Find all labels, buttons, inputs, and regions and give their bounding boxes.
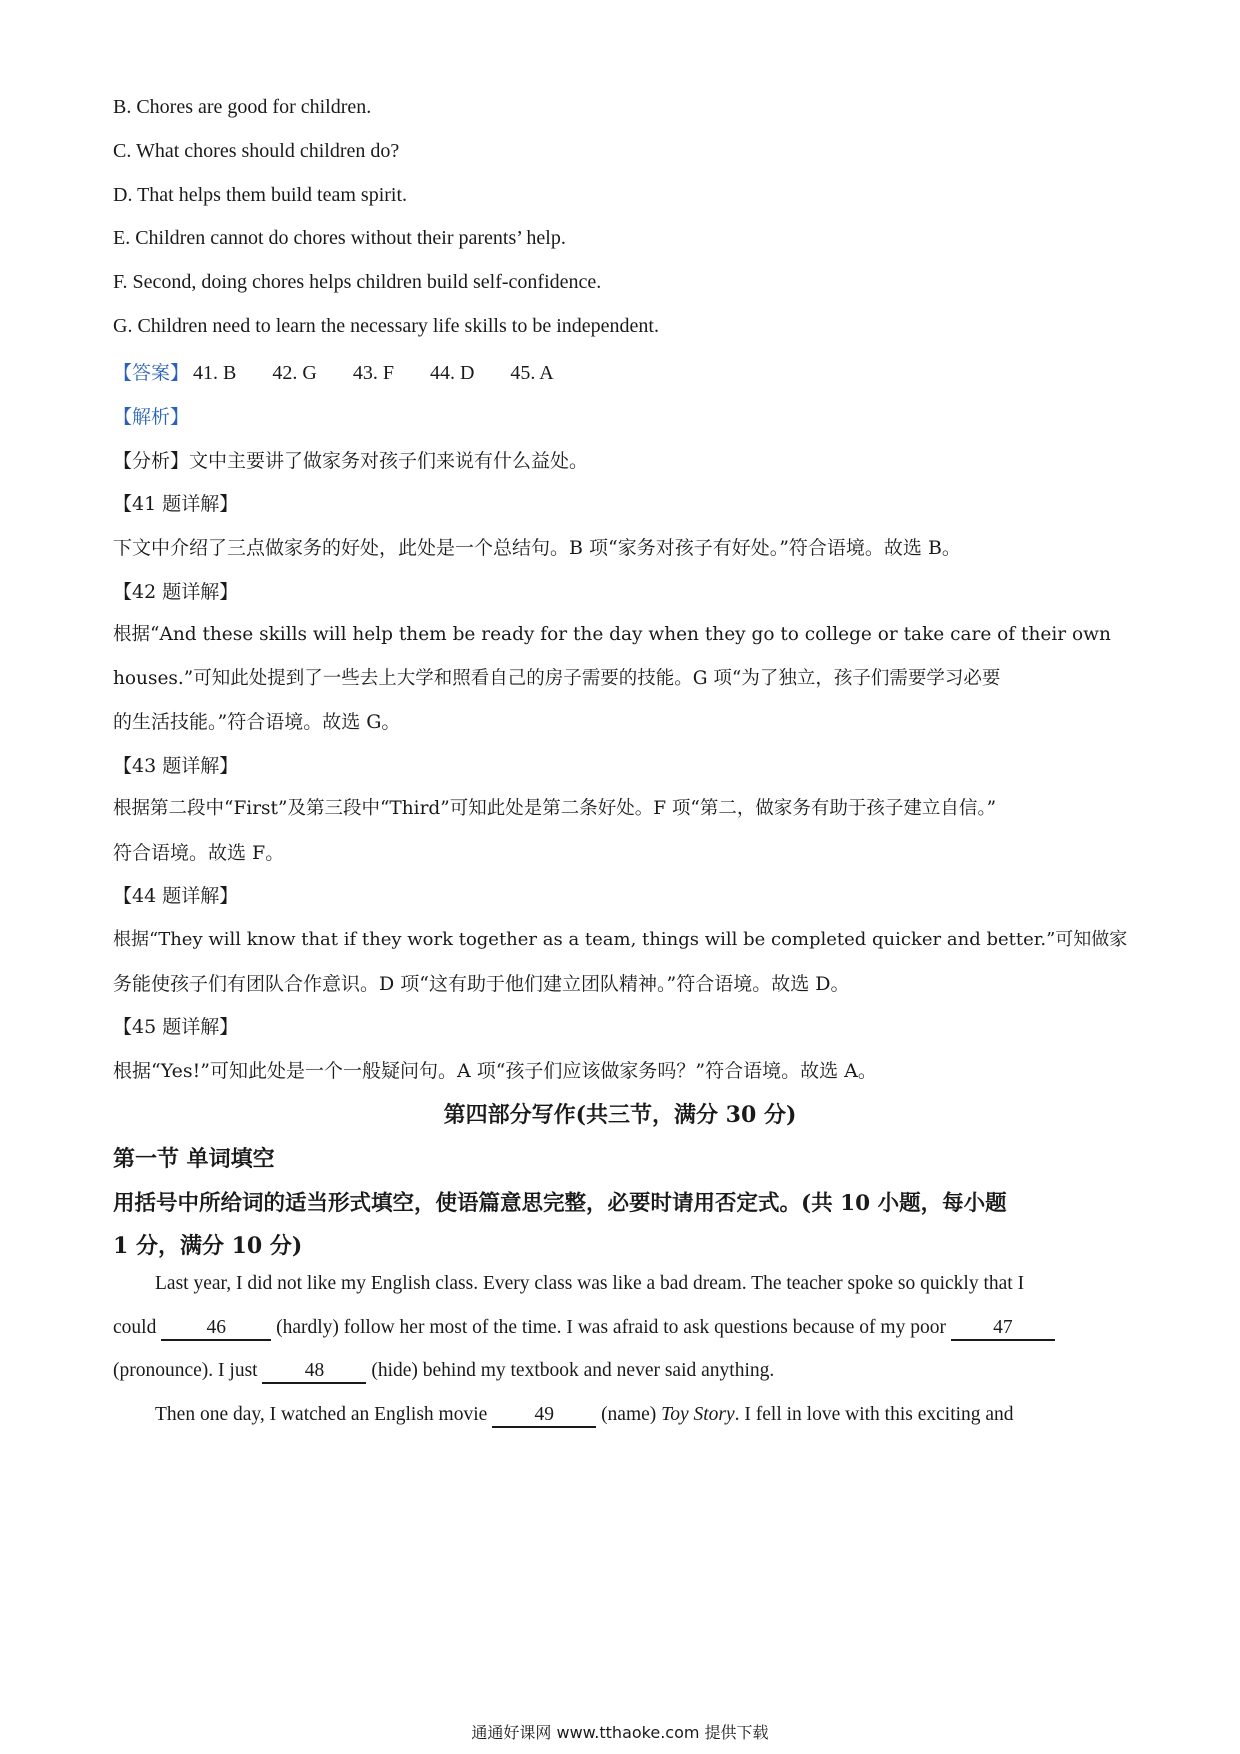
movie-title: Toy Story <box>661 1404 735 1425</box>
q42-line3: 的生活技能。”符合语境。故选 G。 <box>113 711 401 733</box>
q44-line1: 根据“They will know that if they work together as a team, things will be completed quicker and better.”可知做家 <box>113 929 1128 950</box>
passage-text: (hide) behind my textbook and never said anything. <box>371 1360 775 1381</box>
passage-text: (hardly) follow her most of the time. I was afraid to ask questions because of my poor <box>276 1317 946 1338</box>
q42-line1: 根据“And these skills will help them be ready for the day when they go to college or take care of their own <box>113 624 1111 645</box>
q43-heading: 【43 题详解】 <box>113 755 239 777</box>
q44-heading: 【44 题详解】 <box>113 885 239 907</box>
passage-line4 <box>155 1404 1014 1428</box>
answer-41: 41. B <box>193 362 237 384</box>
q42-line2: houses.”可知此处提到了一些去上大学和照看自己的房子需要的技能。G 项“为了独立，孩子们需要学习必要 <box>113 668 1001 689</box>
blank-47: 47 <box>951 1317 1055 1341</box>
option-g: G. Children need to learn the necessary life skills to be independent. <box>113 315 659 337</box>
q42-heading: 【42 题详解】 <box>113 581 239 603</box>
instruction-line1: 用括号中所给词的适当形式填空，使语篇意思完整，必要时请用否定式。(共 10 小题，每小题 <box>113 1191 1007 1216</box>
passage-text: could <box>113 1317 157 1338</box>
passage-text: (pronounce). I just <box>113 1360 258 1381</box>
blank-49: 49 <box>492 1404 596 1428</box>
q44-line2: 务能使孩子们有团队合作意识。D 项“这有助于他们建立团队精神。”符合语境。故选 D。 <box>113 973 850 995</box>
answer-42: 42. G <box>272 362 317 384</box>
answer-line <box>113 358 554 385</box>
answer-43: 43. F <box>352 362 394 384</box>
answer-45: 45. A <box>510 362 554 384</box>
answer-44: 44. D <box>429 362 475 384</box>
passage-line2 <box>113 1317 1055 1341</box>
footer-text: 通通好课网 www.tthaoke.com 提供下载 <box>471 1723 769 1742</box>
section-title: 第一节 单词填空 <box>113 1146 275 1172</box>
analysis-label: 【解析】 <box>113 406 190 428</box>
passage-text: Then one day, I watched an English movie <box>155 1404 488 1425</box>
q45-text: 根据“Yes!”可知此处是一个一般疑问句。A 项“孩子们应该做家务吗？”符合语境。故选 A。 <box>113 1060 877 1082</box>
q43-line1: 根据第二段中“First”及第三段中“Third”可知此处是第二条好处。F 项“第二，做家务有助于孩子建立自信。” <box>113 798 997 819</box>
option-f: F. Second, doing chores helps children build self-confidence. <box>113 271 602 293</box>
summary: 【分析】文中主要讲了做家务对孩子们来说有什么益处。 <box>113 450 589 472</box>
q41-heading: 【41 题详解】 <box>113 493 239 515</box>
blank-46: 46 <box>161 1317 271 1341</box>
option-d: D. That helps them build team spirit. <box>113 184 408 206</box>
q45-heading: 【45 题详解】 <box>113 1016 239 1038</box>
q41-text: 下文中介绍了三点做家务的好处，此处是一个总结句。B 项“家务对孩子有好处。”符合语境。故选 B。 <box>113 537 961 559</box>
answer-label: 【答案】 <box>113 362 190 384</box>
blank-48: 48 <box>262 1360 366 1384</box>
option-c: C. What chores should children do? <box>113 140 400 162</box>
passage-line1: Last year, I did not like my English class. Every class was like a bad dream. The teacher spoke so quickly that I <box>155 1273 1025 1294</box>
part4-title: 第四部分写作(共三节，满分 30 分) <box>443 1102 797 1128</box>
q43-line2: 符合语境。故选 F。 <box>113 842 285 864</box>
passage-text: . I fell in love with this exciting and <box>734 1404 1014 1425</box>
passage-line3 <box>113 1360 774 1384</box>
option-b: B. Chores are good for children. <box>113 96 372 118</box>
instruction-line2: 1 分，满分 10 分) <box>113 1233 303 1259</box>
passage-text: (name) <box>601 1404 657 1425</box>
option-e: E. Children cannot do chores without their parents’ help. <box>113 227 566 249</box>
